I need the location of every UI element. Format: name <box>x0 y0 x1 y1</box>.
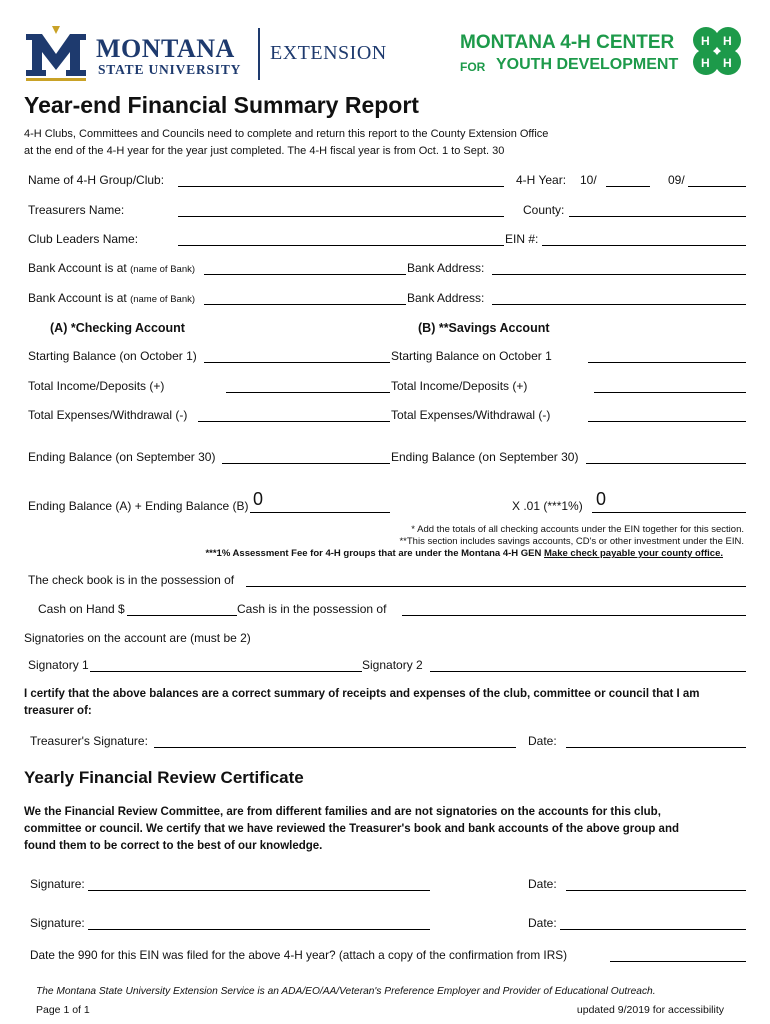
signatory1-field[interactable] <box>90 671 362 672</box>
review-para-line1: We the Financial Review Committee, are from different families and are not signatories on the accounts for this club, <box>24 806 661 818</box>
intro-line1: 4-H Clubs, Committees and Councils need to complete and return this report to the County Extension Office <box>24 128 549 140</box>
svg-text:H: H <box>723 56 732 70</box>
bank1-label <box>28 261 195 275</box>
bank2-hint: (name of Bank) <box>130 294 196 305</box>
treasurer-date-field[interactable] <box>566 747 746 748</box>
leaders-field[interactable] <box>178 245 504 246</box>
year-to-label: 09/ <box>668 173 685 187</box>
county-field[interactable] <box>569 216 746 217</box>
4h-clover-icon <box>686 22 748 84</box>
review-date1-label: Date: <box>528 877 557 891</box>
expenses-a-field[interactable] <box>198 421 390 422</box>
note-checking: * Add the totals of all checking accounts under the EIN together for this section. <box>411 524 744 535</box>
4h-center-line1: MONTANA 4-H CENTER <box>460 32 675 53</box>
footer-updated: updated 9/2019 for accessibility <box>576 1004 724 1016</box>
year-label: 4-H Year: <box>516 173 567 187</box>
note-assessment <box>205 548 723 559</box>
fee-label: X .01 (***1%) <box>512 499 583 513</box>
bank2-address-field[interactable] <box>492 304 746 305</box>
sum-ending-label: Ending Balance (A) + Ending Balance (B) <box>28 499 249 513</box>
starting-balance-b-label: Starting Balance on October 1 <box>391 349 552 363</box>
certify-line1: I certify that the above balances are a correct summary of receipts and expenses of the club, committee or council that I am <box>24 688 700 700</box>
leaders-label: Club Leaders Name: <box>28 232 139 246</box>
group-name-label: Name of 4-H Group/Club: <box>28 173 165 187</box>
income-a-field[interactable] <box>226 392 390 393</box>
fee-value[interactable]: 0 <box>596 489 607 509</box>
note-assessment-text: ***1% Assessment Fee for 4-H groups that are under the Montana 4-H GEN <box>205 548 542 559</box>
bank1-field[interactable] <box>204 274 406 275</box>
expenses-b-label: Total Expenses/Withdrawal (-) <box>391 408 551 422</box>
review-para-line3: found them to be correct to the best of our knowledge. <box>24 840 323 852</box>
savings-account-title: (B) **Savings Account <box>418 321 550 335</box>
msu-name-line1: MONTANA <box>96 34 235 63</box>
msu-m-mark-icon <box>22 24 90 82</box>
year-to-field[interactable] <box>688 186 746 187</box>
starting-balance-a-field[interactable] <box>204 362 390 363</box>
bank1-address-label: Bank Address: <box>407 261 485 275</box>
svg-text:H: H <box>701 34 710 48</box>
expenses-a-label: Total Expenses/Withdrawal (-) <box>28 408 188 422</box>
page-title: Year-end Financial Summary Report <box>24 92 419 118</box>
fee-field[interactable] <box>592 512 746 513</box>
note-savings: **This section includes savings accounts, CD's or other investment under the EIN. <box>399 536 744 547</box>
bank2-field[interactable] <box>204 304 406 305</box>
review-date2-field[interactable] <box>560 929 746 930</box>
review-signature2-label: Signature: <box>30 916 85 930</box>
year-from-field[interactable] <box>606 186 650 187</box>
checking-account-title: (A) *Checking Account <box>50 321 185 335</box>
extension-label: EXTENSION <box>270 42 387 64</box>
footer-statement: The Montana State University Extension Service is an ADA/EO/AA/Veteran's Preference Employer and Provider of Educational Outreach. <box>36 986 656 997</box>
bank2-label <box>28 291 195 305</box>
review-date2-label: Date: <box>528 916 557 930</box>
svg-text:H: H <box>701 56 710 70</box>
checkbook-field[interactable] <box>246 586 746 587</box>
signatories-label: Signatories on the account are (must be 2) <box>24 631 251 645</box>
ending-a-field[interactable] <box>222 463 390 464</box>
review-signature1-label: Signature: <box>30 877 85 891</box>
certify-line2: treasurer of: <box>24 705 92 717</box>
ein-label: EIN #: <box>505 232 539 246</box>
ending-b-label: Ending Balance (on September 30) <box>391 450 579 464</box>
income-b-field[interactable] <box>594 392 746 393</box>
starting-balance-a-label: Starting Balance (on October 1) <box>28 349 197 363</box>
bank2-label-text: Bank Account is at <box>28 291 127 305</box>
cash-on-hand-field[interactable] <box>127 615 237 616</box>
expenses-b-field[interactable] <box>588 421 746 422</box>
income-b-label: Total Income/Deposits (+) <box>391 379 528 393</box>
review-signature2-field[interactable] <box>88 929 430 930</box>
4h-center-logo <box>460 20 760 90</box>
treasurer-field[interactable] <box>178 216 504 217</box>
msu-name-line2: STATE UNIVERSITY <box>98 62 242 77</box>
treasurer-signature-label: Treasurer's Signature: <box>30 734 148 748</box>
svg-text:H: H <box>723 34 732 48</box>
bank1-address-field[interactable] <box>492 274 746 275</box>
review-signature1-field[interactable] <box>88 890 430 891</box>
treasurer-signature-field[interactable] <box>154 747 516 748</box>
irs-990-label: Date the 990 for this EIN was filed for the above 4-H year? (attach a copy of the confirmation from IRS) <box>30 948 568 962</box>
bank1-hint: (name of Bank) <box>130 264 196 275</box>
review-date1-field[interactable] <box>566 890 746 891</box>
checkbook-label: The check book is in the possession of <box>28 573 235 587</box>
4h-center-for: FOR <box>460 60 486 74</box>
intro-line2: at the end of the 4-H year for the year just completed. The 4-H fiscal year is from Oct. 1 to Sept. 30 <box>24 145 505 157</box>
header-divider <box>258 28 260 80</box>
county-label: County: <box>523 203 565 217</box>
review-para-line2: committee or council. We certify that we have reviewed the Treasurer's book and bank accounts of the above group and <box>24 823 679 835</box>
income-a-label: Total Income/Deposits (+) <box>28 379 165 393</box>
starting-balance-b-field[interactable] <box>588 362 746 363</box>
sum-ending-field[interactable] <box>250 512 390 513</box>
ending-b-field[interactable] <box>586 463 746 464</box>
bank1-label-text: Bank Account is at <box>28 261 127 275</box>
signatory2-field[interactable] <box>430 671 746 672</box>
msu-logo <box>22 24 387 84</box>
footer-page-number: Page 1 of 1 <box>36 1004 90 1016</box>
4h-center-line2: YOUTH DEVELOPMENT <box>496 56 679 73</box>
cash-possession-label: Cash is in the possession of <box>237 602 387 616</box>
irs-990-field[interactable] <box>610 961 746 962</box>
note-assessment-payable: Make check payable your county office. <box>544 548 723 559</box>
cash-on-hand-label: Cash on Hand $ <box>38 602 125 616</box>
cash-possession-field[interactable] <box>402 615 746 616</box>
treasurer-date-label: Date: <box>528 734 557 748</box>
signatory1-label: Signatory 1 <box>28 658 89 672</box>
review-title: Yearly Financial Review Certificate <box>24 768 304 787</box>
sum-ending-value[interactable]: 0 <box>253 489 264 509</box>
signatory2-label: Signatory 2 <box>362 658 423 672</box>
ein-field[interactable] <box>542 245 746 246</box>
treasurer-label: Treasurers Name: <box>28 203 125 217</box>
bank2-address-label: Bank Address: <box>407 291 485 305</box>
ending-a-label: Ending Balance (on September 30) <box>28 450 216 464</box>
year-from-label: 10/ <box>580 173 597 187</box>
group-name-field[interactable] <box>178 186 504 187</box>
